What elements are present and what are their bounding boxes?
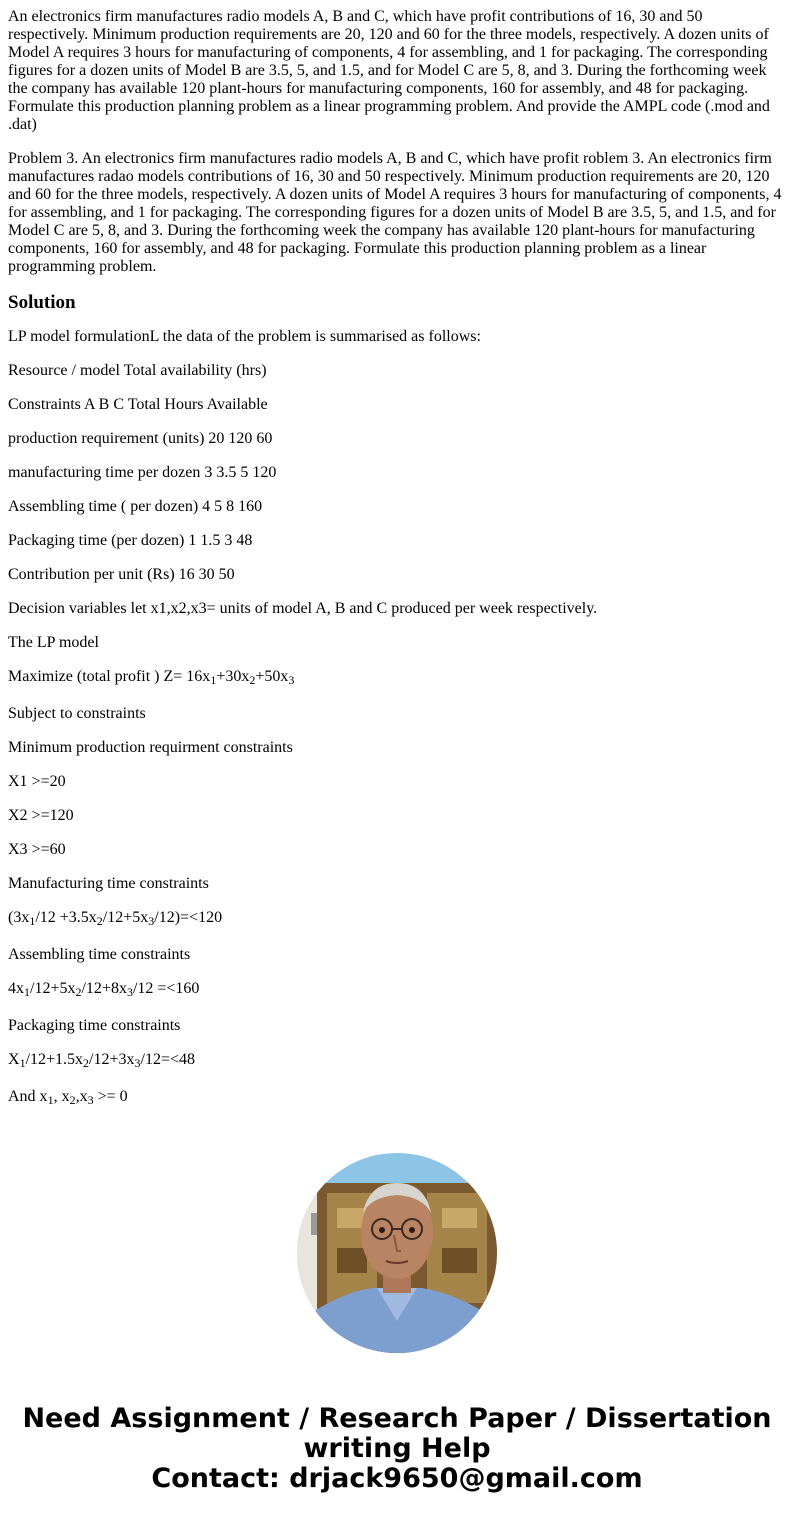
table-line: Constraints A B C Total Hours Available: [8, 396, 268, 413]
problem-3-paragraph: Problem 3. An electronics firm manufactures radio models A, B and C, which have profit roblem 3. An electronics firm manufactures radao models contributions of 16, 30 and 50 respectively. Minimum production requirements are 20, 120 and 60 for the three models, respectively. A dozen units of Model A requires 3 hours for manufacturing of components, 4 for assembling, and 1 for packaging. The corresponding figures for a dozen units of Model B are 3.5, 5, and 1.5, and for Model C are 5, 8, and 3. During the forthcoming week the company has available 120 plant-hours for manufacturing components, 160 for assembly, and 48 for packaging. Formulate this production planning problem as a linear programming problem.: [8, 150, 782, 275]
packaging-constraint: $X_1/12+1.5x_2/12+3x_3/12=<48$: [8, 1051, 195, 1070]
manufacturing-constraint: $(3x_1/12 +3.5x_2/12+5x_3/12)=<120$: [8, 909, 223, 928]
table-line: Resource / model Total availability (hrs): [8, 362, 267, 379]
promo-banner: [0, 1404, 794, 1494]
constraint-x1: X1 >=20: [8, 773, 66, 790]
banner-line-1: Need Assignment / Research Paper / Dissertation: [22, 1403, 772, 1434]
table-line: Contribution per unit (Rs) 16 30 50: [8, 566, 235, 583]
assembling-constraint: $4x_1/12+5x_2/12+8x_3/12 =<160$: [8, 980, 200, 999]
banner-line-2: writing Help: [303, 1433, 491, 1464]
assembling-label: Assembling time constraints: [8, 946, 191, 963]
solution-heading: Solution: [8, 292, 76, 313]
portrait-image: [297, 1153, 497, 1353]
page-content: [8, 8, 783, 1122]
table-line: manufacturing time per dozen 3 3.5 5 120: [8, 464, 277, 481]
manufacturing-label: Manufacturing time constraints: [8, 875, 209, 892]
table-line: Packaging time (per dozen) 1 1.5 3 48: [8, 532, 253, 549]
subject-to-label: Subject to constraints: [8, 705, 146, 722]
lp-model-label: The LP model: [8, 634, 99, 651]
question-paragraph: An electronics firm manufactures radio models A, B and C, which have profit contributions of 16, 30 and 50 respectively. Minimum production requirements are 20, 120 and 60 for the three models, respectively. A dozen units of Model A requires 3 hours for manufacturing of components, 4 for assembling, and 1 for packaging. The corresponding figures for a dozen units of Model B are 3.5, 5, and 1.5, and for Model C are 5, 8, and 3. During the forthcoming week the company has available 120 plant-hours for manufacturing components, 160 for assembly, and 48 for packaging. Formulate this production planning problem as a linear programming problem. And provide the AMPL code (.mod and .dat): [8, 8, 770, 133]
objective-function: Maximize (total profit ) $Z= 16x_1+30x_2+50x_3$: [8, 668, 295, 687]
min-production-label: Minimum production requirment constraints: [8, 739, 293, 756]
solution-intro: LP model formulationL the data of the problem is summarised as follows:: [8, 328, 481, 345]
non-negativity-constraint: And $x_1$, $x_2,x_3 >= 0$: [8, 1088, 128, 1107]
packaging-label: Packaging time constraints: [8, 1017, 181, 1034]
constraint-x3: X3 >=60: [8, 841, 66, 858]
table-line: production requirement (units) 20 120 60: [8, 430, 273, 447]
table-line: Assembling time ( per dozen) 4 5 8 160: [8, 498, 263, 515]
decision-variables: Decision variables let x1,x2,x3= units of model A, B and C produced per week respectively.: [8, 600, 598, 617]
author-photo: [297, 1153, 497, 1353]
banner-contact-line: Contact: drjack9650@gmail.com: [151, 1463, 643, 1494]
constraint-x2: X2 >=120: [8, 807, 74, 824]
